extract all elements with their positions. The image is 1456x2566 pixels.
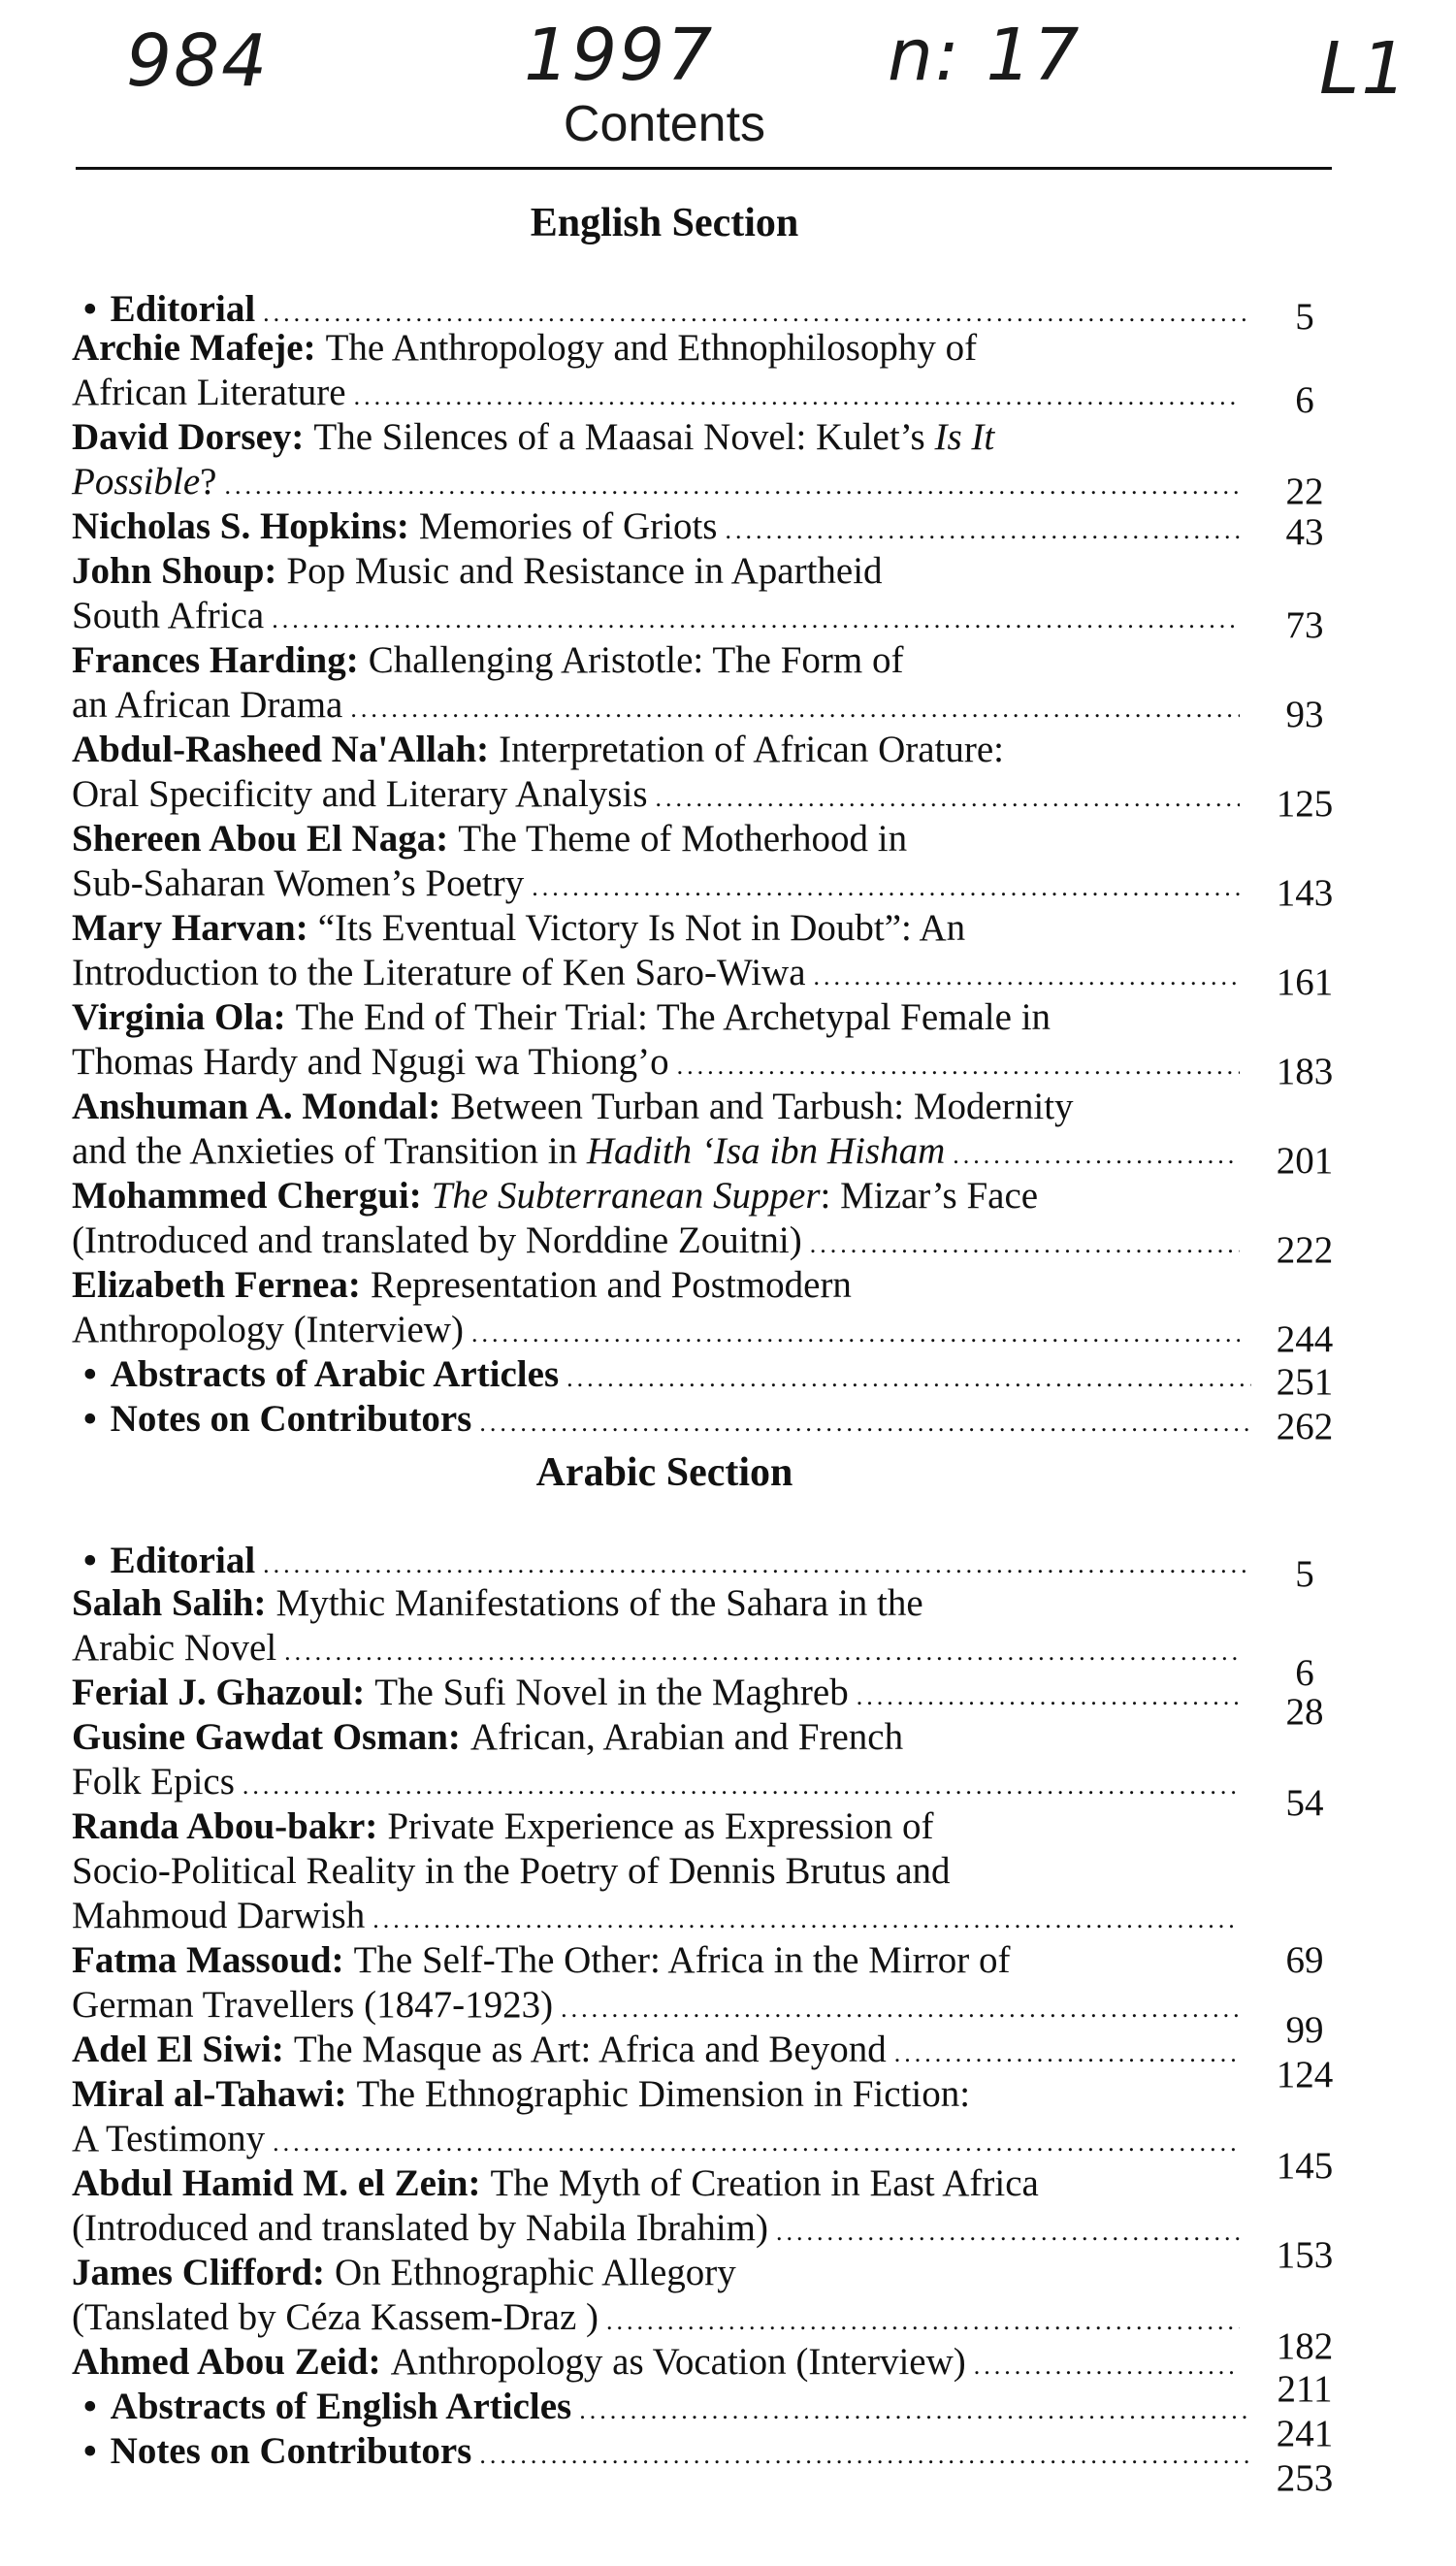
toc-line [72, 951, 1246, 999]
entry-title: Anthropology as Vocation (Interview) [390, 2341, 966, 2383]
toc-line [72, 504, 1246, 553]
page-number: 69 [1285, 1939, 1324, 1981]
toc-line [72, 2251, 1246, 2295]
entry-title-cont: A Testimony [72, 2118, 266, 2160]
leader-dots [953, 1133, 1240, 1178]
toc-line [72, 1626, 1246, 1674]
toc-entry [0, 818, 1456, 914]
leader-dots [579, 2388, 1251, 2433]
page-number: 54 [1285, 1782, 1324, 1824]
entry-author: Randa Abou-bakr: [72, 1805, 378, 1847]
entry-title: The Ethnographic Dimension in Fiction: [356, 2073, 971, 2115]
page-number: 251 [1276, 1361, 1334, 1403]
toc-entry [0, 327, 1456, 421]
entry-title-cont: Folk Epics [72, 1761, 235, 1803]
entry-author: Archie Mafeje: [72, 327, 316, 369]
toc-line [72, 371, 1246, 419]
entry-title-italic: The Subterranean Supper [431, 1175, 821, 1217]
page-number: 99 [1285, 2009, 1324, 2051]
page-number: 244 [1276, 1318, 1334, 1360]
page-number: 22 [1285, 471, 1324, 512]
entry-author: Gusine Gawdat Osman: [72, 1716, 461, 1758]
entry-title-cont: Socio-Political Reality in the Poetry of Dennis Brutus and [72, 1850, 951, 1892]
bullet-icon: • [83, 1398, 97, 1440]
entry-author: Nicholas S. Hopkins: [72, 505, 409, 547]
page-number: 262 [1276, 1406, 1334, 1447]
leader-dots [606, 2299, 1240, 2344]
leader-dots [656, 776, 1241, 821]
toc-line [72, 1581, 1246, 1626]
toc-line [83, 1397, 1257, 1445]
toc-line [72, 861, 1246, 910]
entry-title: The Silences of a Maasai Novel: Kulet’s [313, 416, 925, 458]
entry-label: Notes on Contributors [110, 2430, 472, 2472]
entry-title-cont: (Tanslated by Céza Kassem-Draz ) [72, 2296, 599, 2338]
page-number: 145 [1276, 2145, 1334, 2187]
entry-title-cont: Anthropology (Interview) [72, 1309, 464, 1350]
toc-line [83, 1539, 1257, 1587]
page-number: 222 [1276, 1229, 1334, 1271]
entry-author: Ferial J. Ghazoul: [72, 1672, 366, 1713]
entry-title: The Myth of Creation in East Africa [490, 2162, 1039, 2204]
leader-dots [272, 598, 1240, 642]
leader-dots [471, 1312, 1240, 1356]
toc-line [72, 1085, 1246, 1129]
toc-line [72, 2072, 1246, 2117]
toc-entry [0, 639, 1456, 735]
entry-author: Virginia Ola: [72, 996, 286, 1038]
leader-dots [273, 2121, 1240, 2165]
entry-author: Ahmed Abou Zeid: [72, 2341, 381, 2383]
page-title: Contents [563, 96, 766, 152]
page-number: 6 [1295, 379, 1314, 421]
toc-line [72, 415, 1246, 460]
handwritten-initials: L1 [1319, 27, 1409, 111]
entry-author: James Clifford: [72, 2252, 326, 2293]
handwritten-number: 984 [126, 19, 270, 103]
entry-title: Pop Music and Resistance in Apartheid [286, 550, 883, 592]
leader-dots [974, 2344, 1240, 2388]
leader-dots [243, 1764, 1240, 1808]
toc-line [72, 1671, 1246, 1719]
leader-dots [479, 2433, 1251, 2478]
toc-line [72, 1804, 1246, 1849]
bullet-icon: • [83, 2430, 97, 2472]
handwritten-year: 1997 [524, 14, 715, 97]
toc-line [72, 326, 1246, 371]
entry-title: The Masque as Art: Africa and Beyond [293, 2029, 887, 2070]
page-number: 93 [1285, 694, 1324, 735]
entry-title-cont: South Africa [72, 595, 265, 636]
entry-author: Miral al-Tahawi: [72, 2073, 347, 2115]
entry-title: On Ethnographic Allegory [335, 2252, 736, 2293]
toc-line [72, 2028, 1246, 2076]
toc-line [72, 2206, 1246, 2255]
entry-author: Fatma Massoud: [72, 1939, 344, 1981]
toc-line [72, 995, 1246, 1040]
bullet-icon: • [83, 1353, 97, 1395]
entry-author: Adel El Siwi: [72, 2029, 284, 2070]
leader-dots [725, 508, 1240, 553]
entry-label: Notes on Contributors [110, 1398, 472, 1440]
entry-title: Interpretation of African Orature: [499, 729, 1005, 770]
leader-dots [284, 1630, 1240, 1674]
entry-title: The Sufi Novel in the Maghreb [374, 1672, 849, 1713]
entry-label: Editorial [110, 288, 256, 330]
toc-line [83, 2429, 1257, 2478]
entry-title: : Mizar’s Face [820, 1175, 1039, 1217]
entry-author: John Shoup: [72, 550, 277, 592]
toc-line [83, 2385, 1257, 2433]
english-notes-entry [0, 1397, 1456, 1447]
toc-entry [0, 416, 1456, 512]
entry-title: Private Experience as Expression of [387, 1805, 934, 1847]
page-number: 201 [1276, 1140, 1334, 1182]
leader-dots [350, 687, 1240, 731]
toc-entry [0, 1264, 1456, 1360]
entry-title: “Its Eventual Victory Is Not in Doubt”: An [317, 907, 966, 949]
toc-entry [0, 996, 1456, 1092]
entry-title: Between Turban and Tarbush: Modernity [450, 1086, 1074, 1127]
page-number: 211 [1277, 2368, 1333, 2410]
entry-author: Mary Harvan: [72, 907, 308, 949]
entry-title-cont: and the Anxieties of Transition in [72, 1130, 578, 1172]
arabic-editorial-entry [0, 1539, 1456, 1595]
entry-title: Memories of Griots [418, 505, 718, 547]
entry-label: Editorial [110, 1540, 256, 1581]
entry-title-cont: ? [200, 461, 217, 503]
leader-dots [894, 2031, 1240, 2076]
entry-title: African, Arabian and French [469, 1716, 904, 1758]
entry-label: Abstracts of Arabic Articles [110, 1353, 560, 1395]
entry-author: Frances Harding: [72, 639, 359, 681]
entry-label: Abstracts of English Articles [110, 2386, 572, 2427]
toc-line [72, 1760, 1246, 1808]
toc-line [72, 594, 1246, 642]
page-number: 43 [1285, 511, 1324, 553]
entry-title: The Self-The Other: Africa in the Mirror of [353, 1939, 1011, 1981]
toc-entry [0, 550, 1456, 646]
entry-title-cont: (Introduced and translated by Nabila Ibrahim) [72, 2207, 768, 2249]
toc-entry [0, 1716, 1456, 1824]
toc-line [72, 1938, 1246, 1983]
toc-line [72, 549, 1246, 594]
toc-line [72, 2295, 1246, 2344]
toc-entry [0, 1175, 1456, 1271]
leader-dots [566, 1356, 1251, 1401]
toc-line [72, 460, 1246, 508]
page-number: 143 [1276, 872, 1334, 914]
entry-title-cont: Mahmoud Darwish [72, 1895, 366, 1936]
toc-line [72, 683, 1246, 731]
page-number: 125 [1276, 783, 1334, 825]
toc-line [72, 1983, 1246, 2031]
bullet-icon: • [83, 2386, 97, 2427]
leader-dots [372, 1898, 1240, 1942]
page-number: 124 [1276, 2054, 1334, 2095]
toc-line [72, 1218, 1246, 1267]
entry-title: The End of Their Trial: The Archetypal Female in [295, 996, 1052, 1038]
toc-entry [0, 504, 1456, 553]
entry-title: The Anthropology and Ethnophilosophy of [325, 327, 978, 369]
toc-line [72, 1174, 1246, 1218]
toc-entry [0, 729, 1456, 825]
entry-title-cont: Sub-Saharan Women’s Poetry [72, 862, 525, 904]
leader-dots [532, 865, 1240, 910]
toc-line [72, 1040, 1246, 1088]
page-number: 5 [1295, 1553, 1314, 1595]
entry-title-cont: Introduction to the Literature of Ken Saro-Wiwa [72, 952, 806, 993]
english-section-heading: English Section [530, 201, 799, 245]
toc-line [72, 772, 1246, 821]
english-abstracts-entry [0, 1352, 1456, 1403]
leader-dots [810, 1222, 1240, 1267]
leader-dots [561, 1987, 1240, 2031]
toc-line [83, 1352, 1257, 1401]
toc-entry [0, 907, 1456, 1003]
page-number: 241 [1276, 2413, 1334, 2454]
page-number: 5 [1295, 296, 1314, 338]
page-number: 6 [1295, 1652, 1314, 1694]
entry-title-cont: an African Drama [72, 684, 343, 726]
entry-title: Challenging Aristotle: The Form of [368, 639, 904, 681]
entry-title: Mythic Manifestations of the Sahara in the [275, 1582, 923, 1624]
entry-author: David Dorsey: [72, 416, 305, 458]
entry-title-cont: Thomas Hardy and Ngugi wa Thiong’o [72, 1041, 669, 1083]
entry-author: Abdul-Rasheed Na'Allah: [72, 729, 490, 770]
entry-author: Salah Salih: [72, 1582, 267, 1624]
toc-line [72, 2161, 1246, 2206]
entry-title-italic: Possible [72, 461, 201, 503]
handwritten-issue: n: 17 [888, 14, 1082, 97]
toc-line [72, 1263, 1246, 1308]
toc-line [72, 1129, 1246, 1178]
leader-dots [479, 1401, 1251, 1445]
entry-title-cont: (Introduced and translated by Norddine Zouitni) [72, 1219, 802, 1261]
bullet-icon: • [83, 1540, 97, 1581]
arabic-section-heading: Arabic Section [535, 1450, 793, 1495]
page-number: 182 [1276, 2325, 1334, 2367]
page-number: 153 [1276, 2234, 1334, 2276]
entry-author: Abdul Hamid M. el Zein: [72, 2162, 481, 2204]
entry-title-cont: Arabic Novel [72, 1627, 277, 1669]
toc-line [72, 906, 1246, 951]
entry-author: Elizabeth Fernea: [72, 1264, 361, 1306]
toc-line [72, 1308, 1246, 1356]
toc-line [72, 1715, 1246, 1760]
toc-line [72, 1849, 1246, 1894]
toc-line [72, 817, 1246, 861]
toc-line [72, 1894, 1246, 1942]
leader-dots [677, 1044, 1240, 1088]
toc-line [72, 638, 1246, 683]
page-number: 28 [1285, 1691, 1324, 1733]
title-rule [76, 167, 1332, 170]
toc-entry [0, 1671, 1456, 1733]
leader-dots [776, 2210, 1240, 2255]
entry-author: Mohammed Chergui: [72, 1175, 422, 1217]
entry-title: The Theme of Motherhood in [458, 818, 908, 860]
english-editorial-entry [0, 287, 1456, 338]
entry-title-cont: Oral Specificity and Literary Analysis [72, 773, 648, 815]
toc-entry [0, 1086, 1456, 1182]
page-number: 73 [1285, 604, 1324, 646]
leader-dots [354, 374, 1240, 419]
entry-author: Anshuman A. Mondal: [72, 1086, 441, 1127]
page-number: 161 [1276, 961, 1334, 1003]
leader-dots [857, 1674, 1240, 1719]
leader-dots [814, 955, 1240, 999]
entry-title-cont: German Travellers (1847-1923) [72, 1984, 554, 2026]
entry-title-cont: African Literature [72, 372, 346, 413]
entry-title-italic: Is It [934, 416, 995, 458]
toc-line [72, 2340, 1246, 2388]
leader-dots [224, 464, 1240, 508]
toc-line [72, 2117, 1246, 2165]
page-number: 253 [1276, 2457, 1334, 2499]
bullet-icon: • [83, 288, 97, 330]
entry-author: Shereen Abou El Naga: [72, 818, 449, 860]
toc-line [72, 728, 1246, 772]
entry-title-italic: Hadith ‘Isa ibn Hisham [586, 1130, 946, 1172]
entry-title: Representation and Postmodern [370, 1264, 852, 1306]
page-number: 183 [1276, 1051, 1334, 1092]
